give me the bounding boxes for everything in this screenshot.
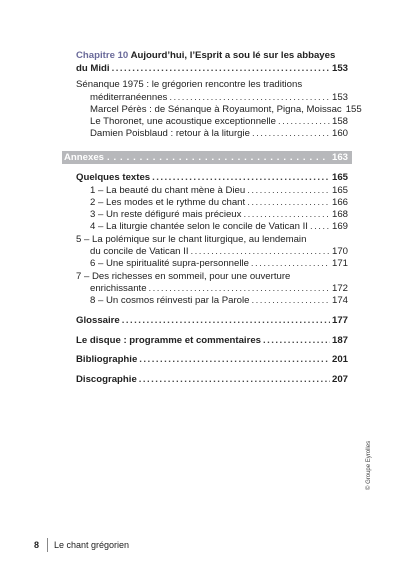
quelques-textes-label: Quelques textes (76, 172, 151, 183)
chapter-10-title-line2: du Midi (76, 63, 110, 74)
section-senanque-entry[interactable] (90, 92, 348, 104)
section-senanque-line2: méditerranéennes (90, 92, 168, 103)
dot-leader (139, 374, 330, 386)
text-item-4-label: 4 – La liturgie chantée selon le concile de Vatican II (90, 221, 308, 232)
book-title: Le chant grégorien (54, 540, 130, 550)
dot-leader (310, 221, 330, 233)
text-item-3[interactable] (90, 209, 348, 221)
footer-separator (47, 538, 48, 552)
text-item-1-label: 1 – La beauté du chant mène à Dieu (90, 185, 246, 196)
text-item-2[interactable] (90, 197, 348, 209)
discographie-entry[interactable] (76, 374, 348, 386)
dot-leader (152, 172, 330, 184)
dot-leader (251, 258, 330, 270)
section-marcel-peres[interactable] (90, 104, 362, 116)
text-item-4[interactable] (90, 221, 348, 233)
text-item-2-label: 2 – Les modes et le rythme du chant (90, 197, 246, 208)
discographie-label: Discographie (76, 374, 137, 385)
glossaire-page: 177 (331, 315, 348, 326)
dot-leader (278, 116, 330, 128)
text-item-6[interactable] (90, 258, 348, 270)
copyright-notice: © Groupe Eyrolles (366, 440, 372, 490)
text-item-6-page: 171 (331, 258, 348, 269)
bibliographie-entry[interactable] (76, 354, 348, 366)
annexes-label: Annexes (64, 152, 104, 163)
dot-leader (252, 128, 330, 140)
section-marcel-peres-page: 155 (345, 104, 362, 115)
dot-leader (243, 209, 330, 221)
section-marcel-peres-label: Marcel Pérès : de Sénanque à Royaumont, Pigna, Moissac (90, 104, 342, 115)
annexes-page: 163 (331, 152, 348, 163)
text-item-5[interactable] (90, 246, 348, 258)
text-item-1-page: 165 (331, 185, 348, 196)
chapter-10-heading[interactable] (76, 50, 335, 62)
page-number: 8 (34, 540, 40, 550)
text-item-5-line2: du concile de Vatican II (90, 246, 189, 257)
section-thoronet-page: 158 (331, 116, 348, 127)
dot-leader (191, 246, 330, 258)
bibliographie-label: Bibliographie (76, 354, 138, 365)
text-item-1[interactable] (90, 185, 348, 197)
text-item-2-page: 166 (331, 197, 348, 208)
dot-leader (247, 185, 330, 197)
text-item-8[interactable] (90, 295, 348, 307)
disque-label: Le disque : programme et commentaires (76, 335, 261, 346)
section-poisblaud[interactable] (90, 128, 348, 140)
dot-leader (251, 295, 330, 307)
chapter-10-title-line1: Aujourd’hui, l’Esprit a sou lé sur les abbayes (130, 50, 336, 61)
dot-leader (169, 92, 330, 104)
dot-leader (247, 197, 330, 209)
text-item-5-page: 170 (331, 246, 348, 257)
disque-entry[interactable] (76, 335, 348, 347)
text-item-8-page: 174 (331, 295, 348, 306)
text-item-8-label: 8 – Un cosmos réinvesti par la Parole (90, 295, 250, 306)
section-thoronet-label: Le Thoronet, une acoustique exceptionnelle (90, 116, 276, 127)
text-item-6-label: 6 – Une spiritualité supra-personnelle (90, 258, 249, 269)
text-item-7[interactable] (90, 283, 348, 295)
dot-leader (139, 354, 330, 366)
quelques-textes-page: 165 (331, 172, 348, 183)
quelques-textes-heading[interactable] (76, 172, 348, 184)
dot-leader (149, 283, 330, 295)
section-poisblaud-page: 160 (331, 128, 348, 139)
chapter-10-label: Chapitre 10 (76, 50, 129, 61)
discographie-page: 207 (331, 374, 348, 385)
section-poisblaud-label: Damien Poisblaud : retour à la liturgie (90, 128, 250, 139)
glossaire-label: Glossaire (76, 315, 120, 326)
text-item-3-page: 168 (331, 209, 348, 220)
section-thoronet[interactable] (90, 116, 348, 128)
annexes-banner[interactable] (62, 151, 352, 164)
text-item-4-page: 169 (331, 221, 348, 232)
bibliographie-page: 201 (331, 354, 348, 365)
chapter-10-title-entry[interactable] (76, 63, 348, 75)
dot-leader (263, 335, 330, 347)
dot-leader (122, 315, 330, 327)
dot-leader (112, 63, 330, 75)
text-item-7-page: 172 (331, 283, 348, 294)
section-senanque-line1[interactable]: Sénanque 1975 : le grégorien rencontre les traditions (76, 79, 303, 90)
text-item-7-line2: enrichissante (90, 283, 147, 294)
disque-page: 187 (331, 335, 348, 346)
text-item-7-line1[interactable]: 7 – Des richesses en sommeil, pour une ouverture (76, 271, 291, 282)
section-senanque-page: 153 (331, 92, 348, 103)
text-item-3-label: 3 – Un reste défiguré mais précieux (90, 209, 242, 220)
text-item-5-line1[interactable]: 5 – La polémique sur le chant liturgique, au lendemain (76, 234, 307, 245)
dot-leader (107, 152, 329, 163)
chapter-10-page: 153 (331, 63, 348, 74)
glossaire-entry[interactable] (76, 315, 348, 327)
